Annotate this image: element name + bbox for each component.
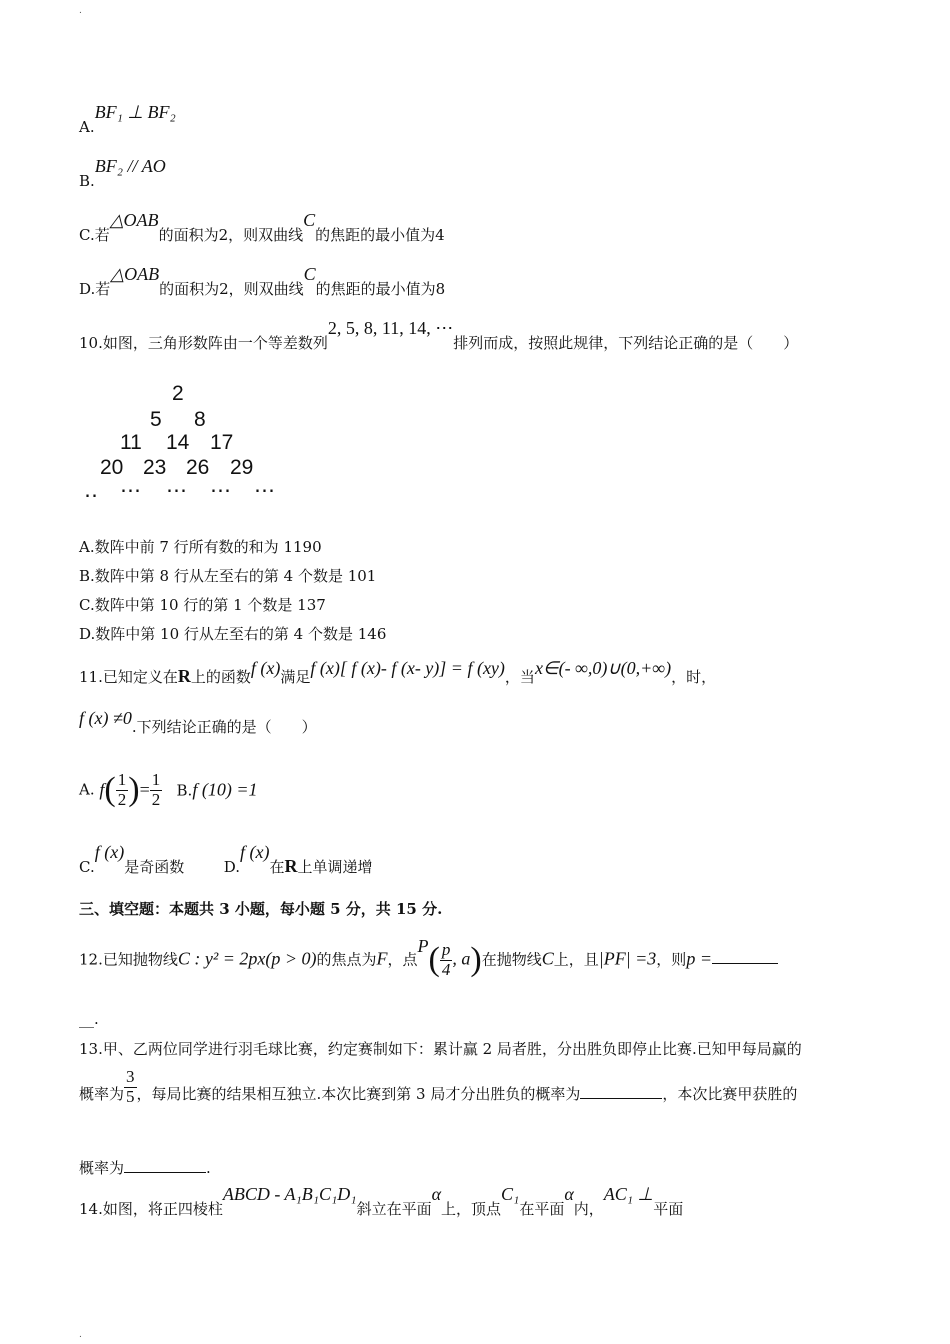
left-paren: ( — [104, 771, 116, 808]
q11-options-cd — [79, 842, 373, 878]
formula: BF₁ ⊥ BF₂ — [94, 102, 176, 122]
triangle-number: 20 — [100, 456, 124, 479]
question-text: 上，且 — [553, 950, 599, 969]
formula: f (x)[ f (x)- f (x- y)] = f (xy) — [310, 658, 505, 678]
answer-blank[interactable] — [580, 1084, 662, 1099]
question-text: 概率为 — [79, 1085, 125, 1104]
option-label: A. — [79, 780, 95, 799]
q13-line1: 13.甲、乙两位同学进行羽毛球比赛，约定赛制如下：累计赢 2 局者胜，分出胜负即停止比赛.已知甲每局赢的 — [79, 1040, 802, 1058]
q13-line3 — [79, 1158, 211, 1177]
formula: C — [303, 264, 316, 284]
question-text: . — [206, 1159, 211, 1177]
formula: C — [541, 948, 554, 969]
formula: f (x) — [94, 842, 125, 862]
fraction — [440, 941, 453, 979]
answer-blank[interactable] — [712, 949, 778, 964]
formula: , a — [452, 948, 471, 969]
formula: f (x) ≠0 — [79, 708, 132, 728]
option-text: 的面积为2，则双曲线 — [158, 226, 304, 244]
question-text: ，当 — [504, 668, 535, 686]
question-text: 概率为 — [79, 1159, 125, 1177]
q12-continuation: __. — [79, 1010, 99, 1028]
option-text: 的面积为2，则双曲线 — [159, 280, 304, 298]
question-text: .下列结论正确的是（ ） — [131, 718, 317, 736]
formula: P — [417, 936, 429, 957]
option-label: B. — [176, 781, 193, 800]
formula: F — [376, 948, 388, 969]
numerator: 1 — [151, 770, 161, 790]
q10-option-b: B.数阵中第 8 行从左至右的第 4 个数是 101 — [79, 567, 377, 585]
formula: C₁ — [501, 1184, 520, 1204]
triangle-ellipsis: ⋯ — [210, 479, 231, 502]
question-text: 的焦点为 — [316, 950, 377, 969]
q10-option-d: D.数阵中第 10 行从左至右的第 4 个数是 146 — [79, 625, 387, 643]
formula: ABCD - A₁B₁C₁D₁ — [222, 1184, 357, 1204]
triangle-number: 11 — [120, 431, 142, 454]
q10-option-a: A.数阵中前 7 行所有数的和为 1190 — [79, 538, 322, 556]
formula: C : y² = 2px(p > 0) — [177, 948, 317, 969]
right-paren: ) — [128, 771, 140, 808]
question-text: ，点 — [387, 950, 418, 969]
question-text: ，本次比赛甲获胜的 — [662, 1085, 798, 1104]
page-bottom-mark: . — [79, 1330, 82, 1340]
option-label: D. — [223, 858, 241, 876]
triangle-number: 8 — [194, 408, 206, 431]
option-text: 的焦距的最小值为8 — [315, 280, 446, 298]
option-text: 的焦距的最小值为4 — [315, 226, 445, 244]
formula: f (x) — [250, 658, 281, 678]
question-text: 10.如图，三角形数阵由一个等差数列 — [79, 334, 328, 352]
question-text: 斜立在平面 — [356, 1200, 432, 1218]
question-text: 内， — [573, 1200, 604, 1218]
triangle-ellipsis: ⋯ — [166, 479, 187, 502]
formula: AC₁ ⊥ — [603, 1184, 654, 1204]
question-text: 14.如图，将正四棱柱 — [79, 1200, 223, 1218]
fraction — [116, 771, 129, 809]
triangle-number: 17 — [210, 431, 234, 454]
option-text: D.若 — [79, 280, 111, 298]
formula: BF₂ // AO — [94, 156, 166, 176]
left-paren: ( — [428, 941, 440, 978]
numerator: 3 — [126, 1067, 135, 1086]
formula: 2, 5, 8, 11, 14, ⋯ — [327, 318, 454, 338]
triangle-number: 26 — [186, 456, 210, 479]
real-set-symbol: R — [177, 666, 191, 686]
right-paren: ) — [470, 941, 482, 978]
triangle-ellipsis: ‥ — [84, 479, 99, 502]
question-text: 11.已知定义在 — [79, 668, 178, 686]
formula: f (10) =1 — [192, 779, 258, 800]
q9-option-c — [79, 210, 445, 246]
question-text: 上的函数 — [190, 668, 251, 686]
q14-stem — [79, 1184, 684, 1220]
formula: α — [431, 1184, 442, 1204]
denominator: 5 — [126, 1086, 135, 1106]
question-text: 平面 — [653, 1200, 684, 1218]
real-set-symbol: R — [284, 856, 298, 876]
denominator: 4 — [441, 959, 451, 979]
option-label: A. — [79, 118, 95, 136]
numerator: p — [441, 940, 451, 960]
question-text: 排列而成，按照此规律，下列结论正确的是（ ） — [453, 334, 799, 352]
option-label: B. — [79, 172, 95, 190]
triangle-number: 23 — [143, 456, 167, 479]
q10-option-c: C.数阵中第 10 行的第 1 个数是 137 — [79, 596, 326, 614]
formula: f (x) — [240, 842, 270, 862]
triangle-ellipsis: ⋯ — [254, 479, 275, 502]
formula: x∈(- ∞,0)∪(0,+∞) — [534, 658, 672, 678]
q11-stem — [79, 658, 717, 688]
q12-stem — [79, 936, 778, 981]
denominator: 2 — [151, 789, 161, 809]
equals-sign: = — [139, 779, 150, 800]
q10-stem — [79, 318, 799, 354]
q9-option-d — [79, 264, 446, 300]
question-text: ，每局比赛的结果相互独立.本次比赛到第 3 局才分出胜负的概率为 — [136, 1085, 581, 1104]
triangle-ellipsis: ⋯ — [120, 479, 141, 502]
option-text: 在 — [269, 858, 285, 876]
formula: △OAB — [110, 264, 160, 284]
question-text: 上，顶点 — [441, 1200, 502, 1218]
formula: f — [99, 779, 105, 800]
formula: C — [303, 210, 316, 230]
answer-blank[interactable] — [124, 1158, 206, 1173]
fraction — [124, 1068, 137, 1106]
q9-option-a — [79, 102, 176, 138]
question-text: 满足 — [280, 668, 311, 686]
question-text: ，则 — [656, 950, 687, 969]
section-heading: 三、填空题：本题共 3 小题，每小题 5 分，共 15 分. — [79, 900, 443, 918]
option-label: C. — [79, 858, 95, 876]
q11-stem-line2 — [79, 708, 317, 738]
fraction — [150, 771, 163, 809]
formula: α — [564, 1184, 574, 1204]
triangle-number: 2 — [172, 382, 184, 405]
option-text: 上单调递增 — [297, 858, 373, 876]
question-text: 12.已知抛物线 — [79, 950, 178, 969]
page-top-mark: . — [79, 6, 82, 16]
q11-options-ab — [79, 770, 257, 811]
numerator: 1 — [117, 770, 127, 790]
question-text: ，时， — [671, 668, 717, 686]
formula: |PF| =3 — [598, 948, 657, 969]
question-text: 在平面 — [519, 1200, 565, 1218]
q9-option-b — [79, 156, 166, 192]
triangle-number: 5 — [150, 408, 162, 431]
formula: p = — [686, 948, 712, 969]
formula: △OAB — [109, 210, 159, 230]
question-text: 在抛物线 — [481, 950, 542, 969]
q13-line2 — [79, 1067, 798, 1114]
triangle-number: 14 — [166, 431, 190, 454]
triangle-number: 29 — [230, 456, 254, 479]
option-text: C.若 — [79, 226, 110, 244]
option-text: 是奇函数 — [124, 858, 185, 876]
denominator: 2 — [117, 789, 127, 809]
number-triangle-figure — [84, 380, 284, 500]
